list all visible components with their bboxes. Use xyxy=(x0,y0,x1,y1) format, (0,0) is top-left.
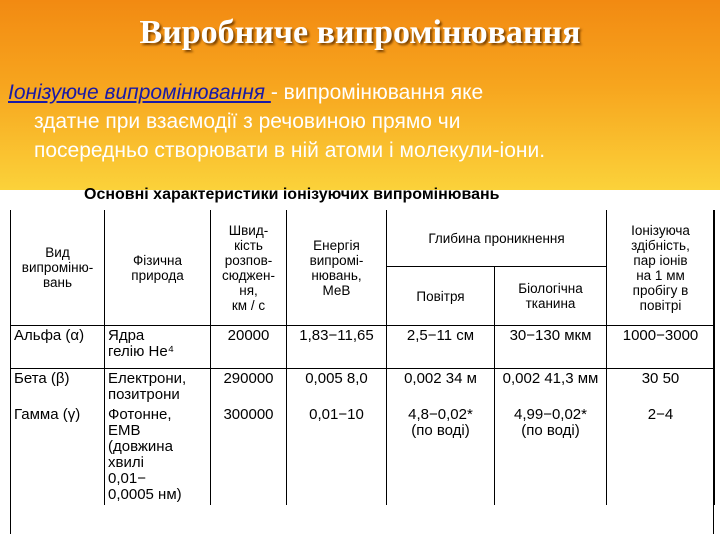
cell-nature: Ядра гелію He⁴ xyxy=(105,326,211,369)
header-energy: Енергія випромі- нювань, МеВ xyxy=(287,210,387,326)
table-row-gamma xyxy=(11,405,715,505)
cell-depth-air: 0,002 34 м xyxy=(387,369,495,406)
cell-speed: 290000 xyxy=(211,369,287,406)
definition-text-line-3: посередньо створювати в ній атоми і молекули-іони. xyxy=(34,139,546,162)
cell-depth-tissue: 30−130 мкм xyxy=(495,326,607,369)
cell-depth-tissue: 4,99−0,02* (по воді) xyxy=(495,405,607,505)
cell-energy: 0,005 8,0 xyxy=(287,369,387,406)
definition-paragraph xyxy=(8,78,714,165)
cell-type: Гамма (γ) xyxy=(11,405,105,505)
cell-type: Бета (β) xyxy=(11,369,105,406)
radiation-properties-table xyxy=(10,210,715,505)
header-nature: Фізична природа xyxy=(105,210,211,326)
header-depth: Глибина проникнення xyxy=(387,210,607,267)
table-row-beta xyxy=(11,369,715,406)
cell-nature: Фотонне, ЕМВ (довжина хвилі 0,01− 0,0005 нм) xyxy=(105,405,211,505)
cell-speed: 300000 xyxy=(211,405,287,505)
slide-title: Виробниче випромінювання xyxy=(139,14,581,51)
definition-text-line-1: - випромінювання яке xyxy=(270,81,484,104)
header-depth-tissue: Біологічна тканина xyxy=(495,267,607,326)
cell-ionizing: 1000−3000 xyxy=(607,326,715,369)
header-depth-air: Повітря xyxy=(387,267,495,326)
definition-text-line-2: здатне при взаємодії з речовиною прямо чи xyxy=(34,110,461,133)
header-speed: Швид- кість розпов- сюджен- ня, км / с xyxy=(211,210,287,326)
cell-ionizing: 2−4 xyxy=(607,405,715,505)
cell-energy: 1,83−11,65 xyxy=(287,326,387,369)
header-type: Вид випроміню- вань xyxy=(11,210,105,326)
header-ionizing: Іонізуюча здібність, пар іонів на 1 мм пробігу в повітрі xyxy=(607,210,715,326)
cell-type: Альфа (α) xyxy=(11,326,105,369)
cell-ionizing: 30 50 xyxy=(607,369,715,406)
cell-depth-tissue: 0,002 41,3 мм xyxy=(495,369,607,406)
definition-term: Іонізуюче випромінювання xyxy=(8,81,271,104)
cell-depth-air: 2,5−11 см xyxy=(387,326,495,369)
cell-energy: 0,01−10 xyxy=(287,405,387,505)
table-row-alpha xyxy=(11,326,715,369)
table-title: Основні характеристики іонізуючих випромінювань xyxy=(84,186,500,203)
cell-nature: Електрони, позитрони xyxy=(105,369,211,406)
cell-speed: 20000 xyxy=(211,326,287,369)
cell-depth-air: 4,8−0,02* (по воді) xyxy=(387,405,495,505)
